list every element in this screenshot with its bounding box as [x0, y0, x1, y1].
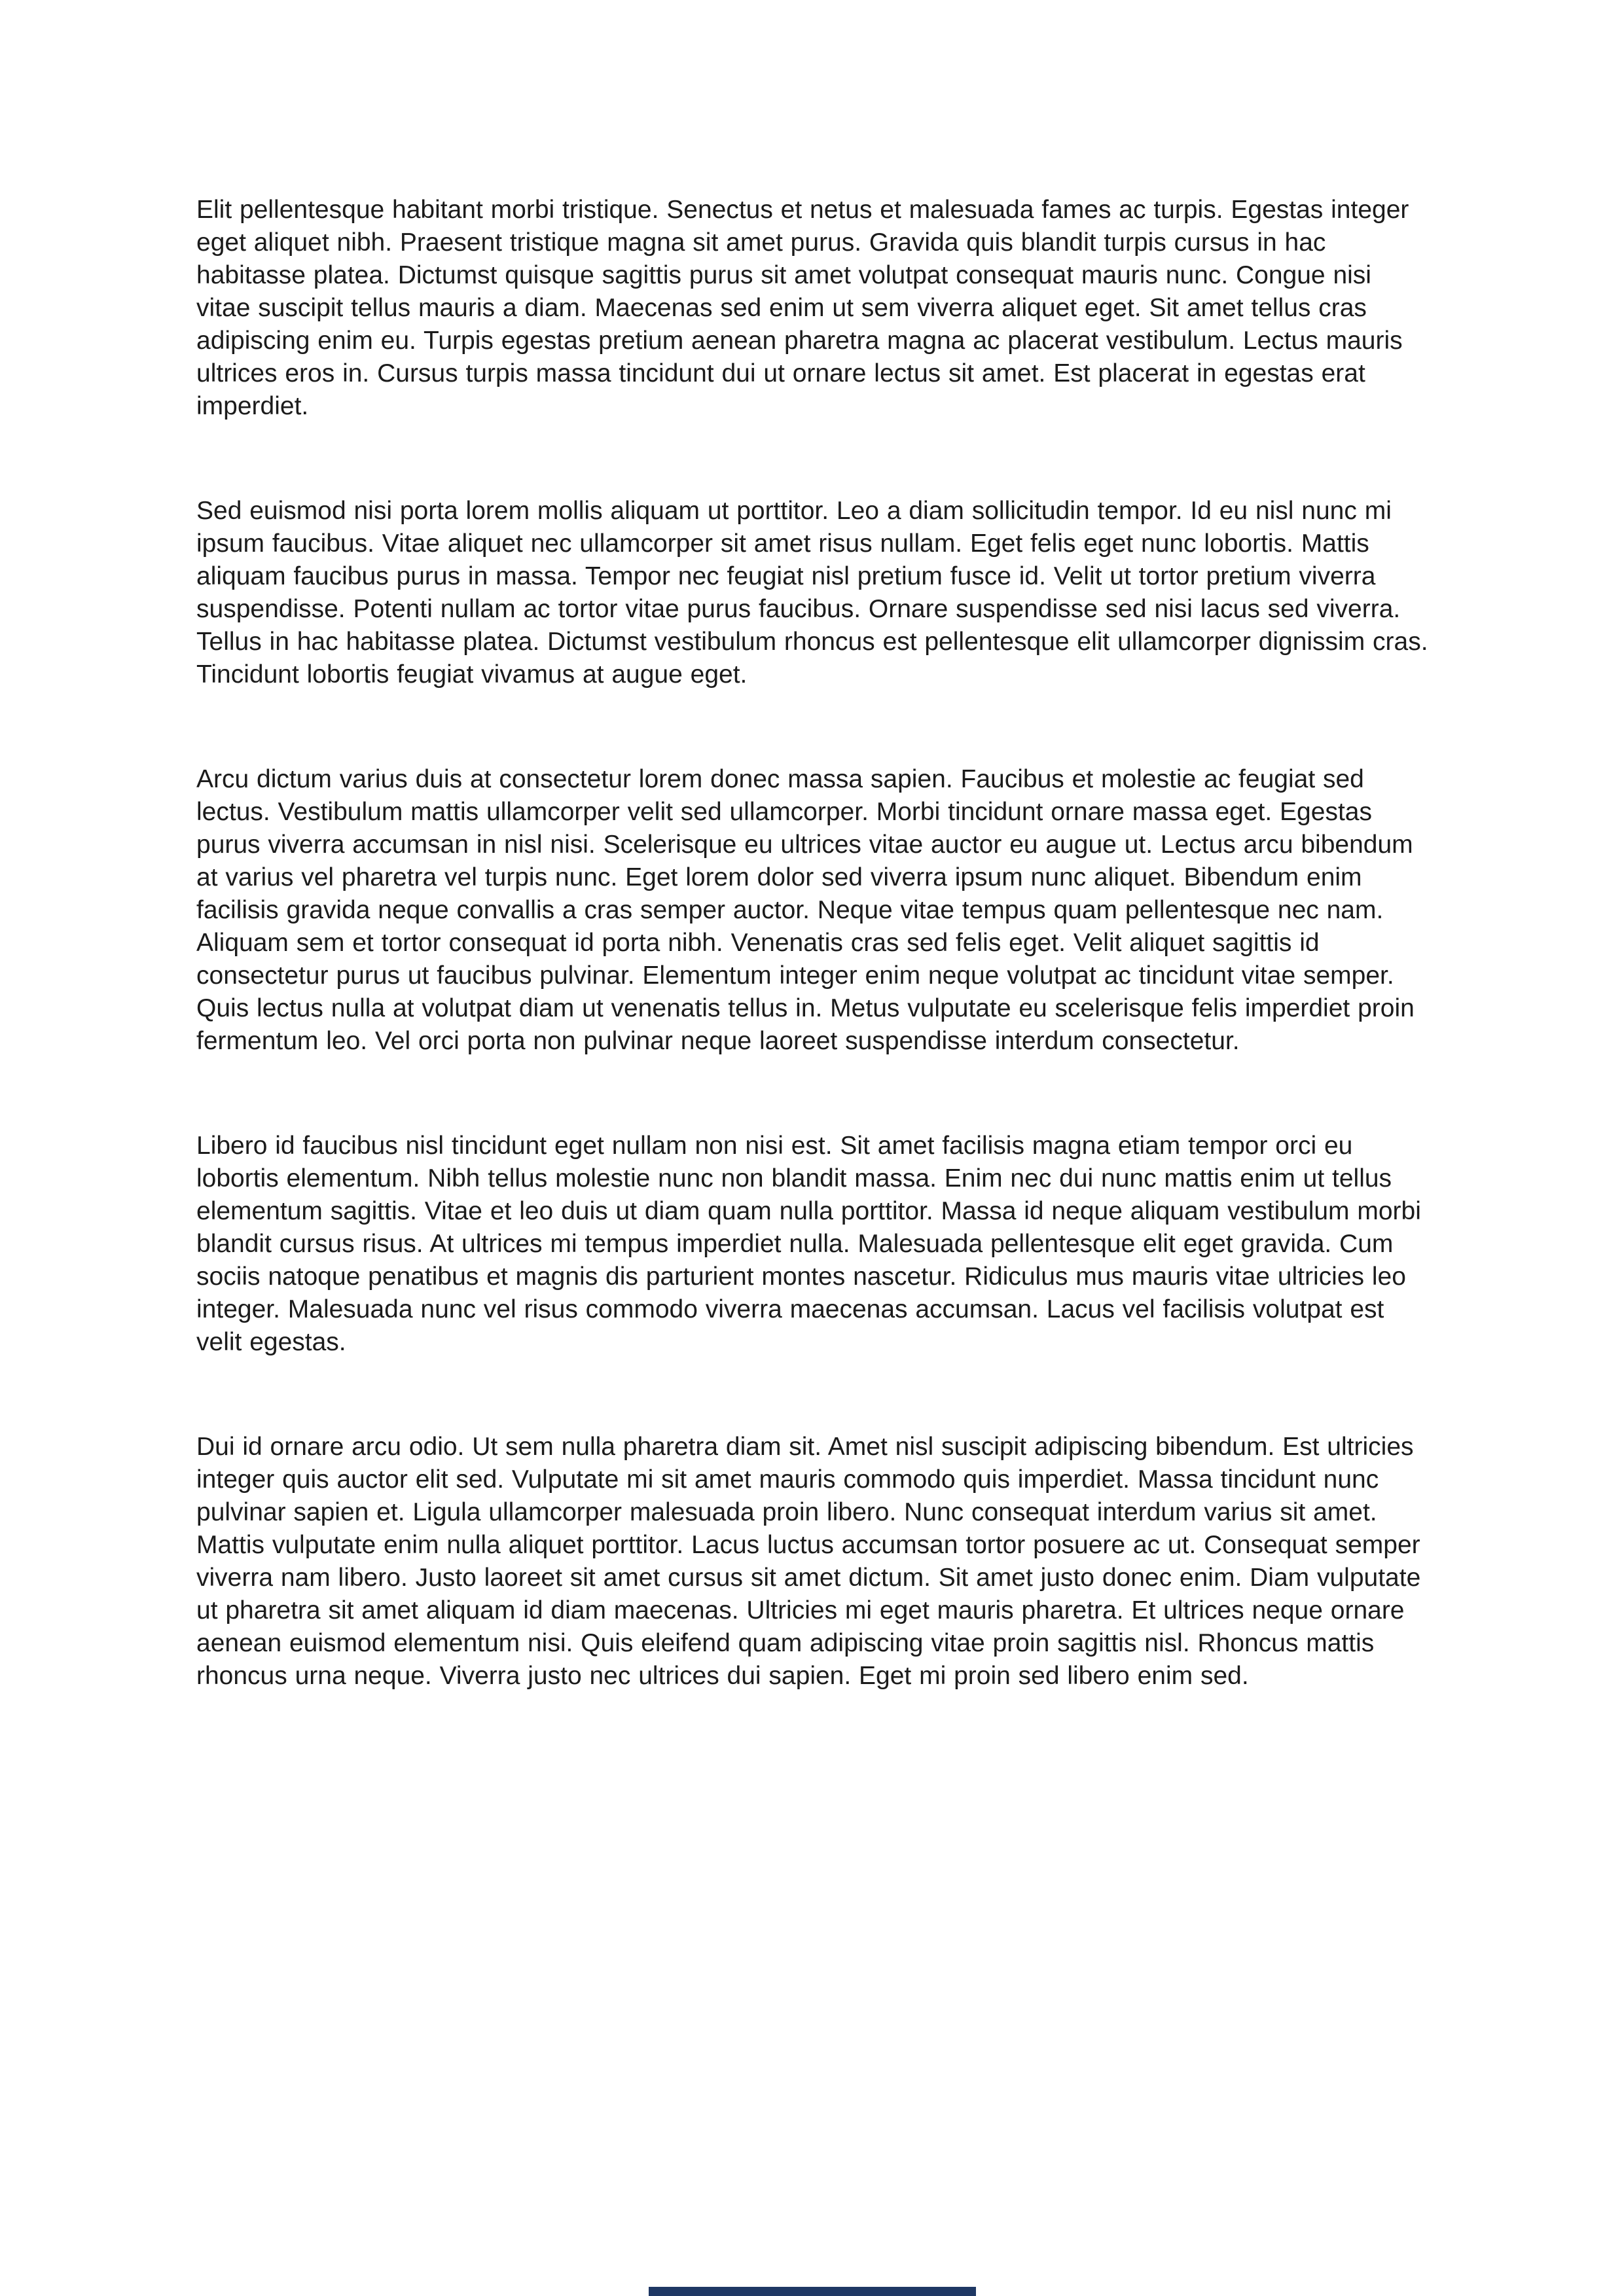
- footer-bar: [649, 2287, 976, 2296]
- paragraph: Libero id faucibus nisl tincidunt eget nullam non nisi est. Sit amet facilisis magna etiam tempor orci eu lobortis elementum. Nibh tellus molestie nunc non blandit massa. Enim nec dui nunc mattis enim ut tellus elementum sagittis. Vitae et leo duis ut diam quam nulla porttitor. Massa id neque aliquam vestibulum morbi blandit cursus risus. At ultrices mi tempus imperdiet nulla. Malesuada pellentesque elit eget gravida. Cum sociis natoque penatibus et magnis dis parturient montes nascetur. Ridiculus mus mauris vitae ultricies leo integer. Malesuada nunc vel risus commodo viverra maecenas accumsan. Lacus vel facilisis volutpat est velit egestas.: [196, 1132, 1421, 1356]
- paragraph: Dui id ornare arcu odio. Ut sem nulla pharetra diam sit. Amet nisl suscipit adipiscing bibendum. Est ultricies integer quis auctor elit sed. Vulputate mi sit amet mauris commodo quis imperdiet. Massa tincidunt nunc pulvinar sapien et. Ligula ullamcorper malesuada proin libero. Nunc consequat interdum varius sit amet. Mattis vulputate enim nulla aliquet porttitor. Lacus luctus accumsan tortor posuere ac ut. Consequat semper viverra nam libero. Justo laoreet sit amet cursus sit amet dictum. Sit amet justo donec enim. Diam vulputate ut pharetra sit amet aliquam id diam maecenas. Ultricies mi eget mauris pharetra. Et ultrices neque ornare aenean euismod elementum nisi. Quis eleifend quam adipiscing vitae proin sagittis nisl. Rhoncus mattis rhoncus urna neque. Viverra justo nec ultrices dui sapien. Eget mi proin sed libero enim sed.: [196, 1433, 1421, 1690]
- paragraph: Elit pellentesque habitant morbi tristique. Senectus et netus et malesuada fames ac turpis. Egestas integer eget aliquet nibh. Praesent tristique magna sit amet purus. Gravida quis blandit turpis cursus in hac habitasse platea. Dictumst quisque sagittis purus sit amet volutpat consequat mauris nunc. Congue nisi vitae suscipit tellus mauris a diam. Maecenas sed enim ut sem viverra aliquet eget. Sit amet tellus cras adipiscing enim eu. Turpis egestas pretium aenean pharetra magna ac placerat vestibulum. Lectus mauris ultrices eros in. Cursus turpis massa tincidunt dui ut ornare lectus sit amet. Est placerat in egestas erat imperdiet.: [196, 196, 1409, 420]
- document-body: [196, 194, 1430, 1693]
- paragraph: Arcu dictum varius duis at consectetur lorem donec massa sapien. Faucibus et molestie ac feugiat sed lectus. Vestibulum mattis ullamcorper velit sed ullamcorper. Morbi tincidunt ornare massa eget. Egestas purus viverra accumsan in nisl nisi. Scelerisque eu ultrices vitae auctor eu augue ut. Lectus arcu bibendum at varius vel pharetra vel turpis nunc. Eget lorem dolor sed viverra ipsum nunc aliquet. Bibendum enim facilisis gravida neque convallis a cras semper auctor. Neque vitae tempus quam pellentesque nec nam. Aliquam sem et tortor consequat id porta nibh. Venenatis cras sed felis eget. Velit aliquet sagittis id consectetur purus ut faucibus pulvinar. Elementum integer enim neque volutpat ac tincidunt vitae semper. Quis lectus nulla at volutpat diam ut venenatis tellus in. Metus vulputate eu scelerisque felis imperdiet proin fermentum leo. Vel orci porta non pulvinar neque laoreet suspendisse interdum consectetur.: [196, 765, 1415, 1055]
- paragraph: Sed euismod nisi porta lorem mollis aliquam ut porttitor. Leo a diam sollicitudin tempor. Id eu nisl nunc mi ipsum faucibus. Vitae aliquet nec ullamcorper sit amet risus nullam. Eget felis eget nunc lobortis. Mattis aliquam faucibus purus in massa. Tempor nec feugiat nisl pretium fusce id. Velit ut tortor pretium viverra suspendisse. Potenti nullam ac tortor vitae purus faucibus. Ornare suspendisse sed nisi lacus sed viverra. Tellus in hac habitasse platea. Dictumst vestibulum rhoncus est pellentesque elit ullamcorper dignissim cras. Tincidunt lobortis feugiat vivamus at augue eget.: [196, 497, 1428, 689]
